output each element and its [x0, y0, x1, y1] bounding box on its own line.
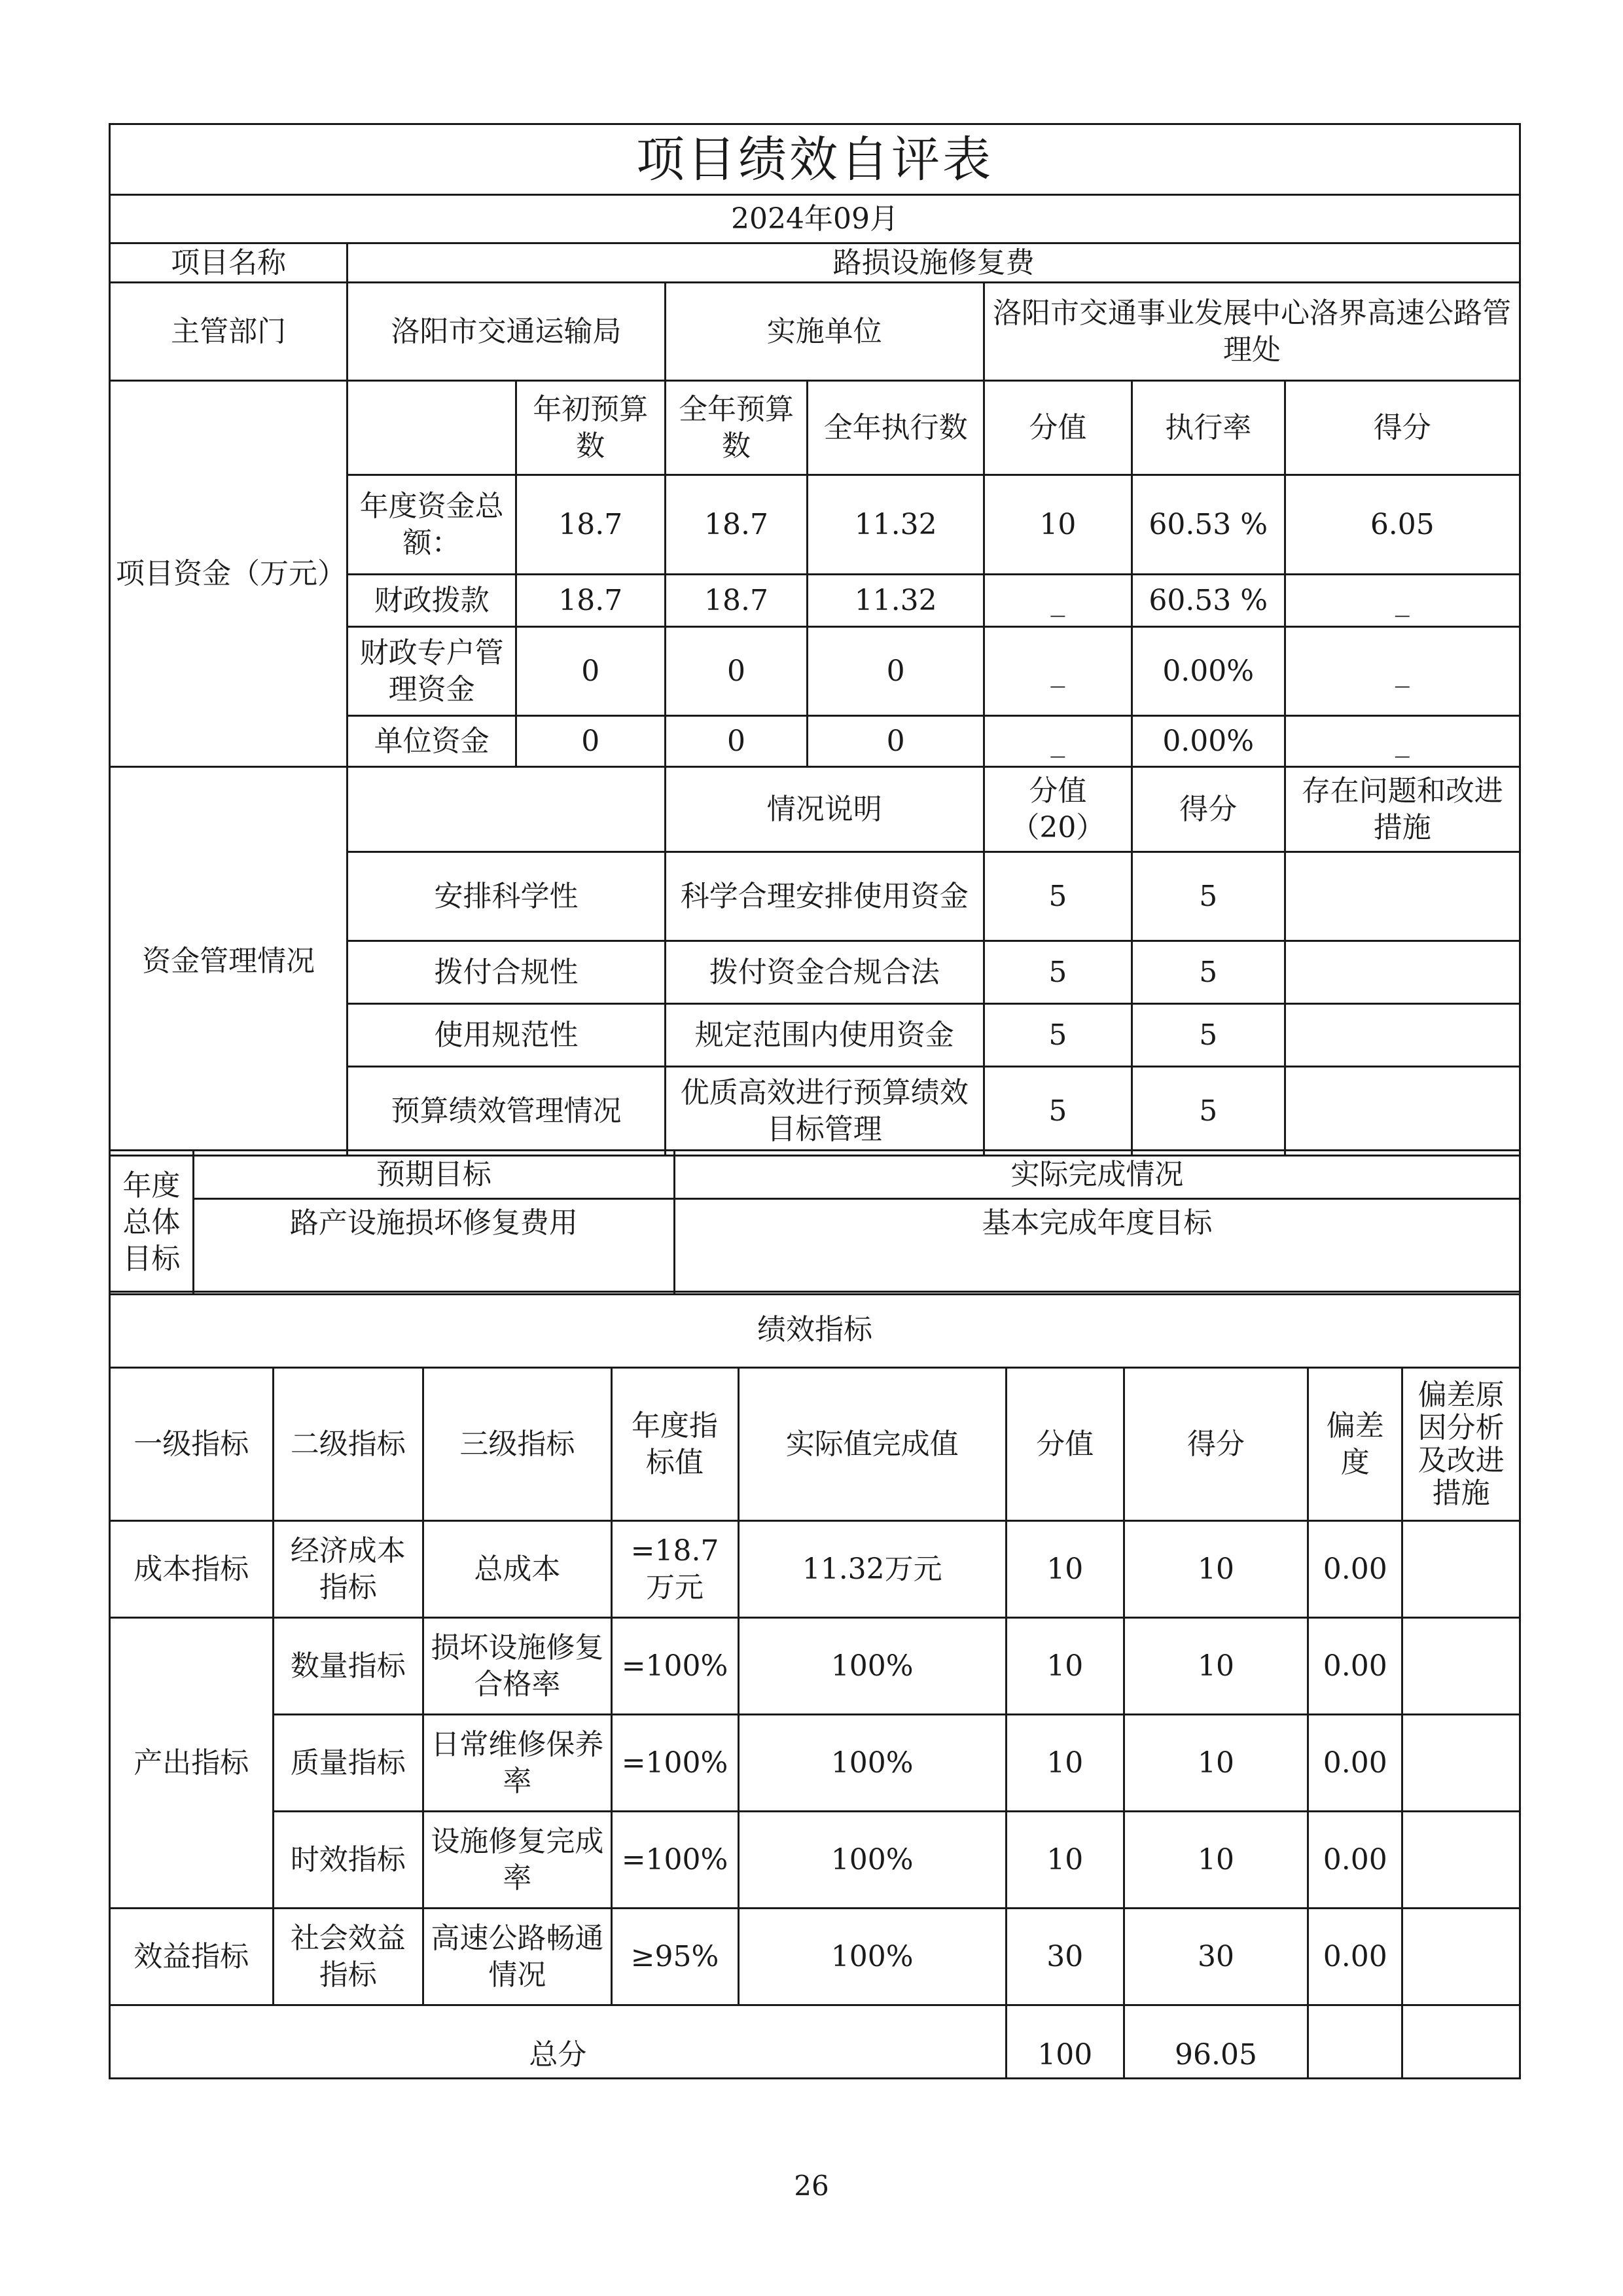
- perf-target: =18.7万元: [611, 1521, 738, 1618]
- perf-l2: 社会效益指标: [273, 1909, 423, 2005]
- mgmt-row-score: 5: [984, 1004, 1132, 1067]
- funds-cell: 18.7: [665, 475, 808, 575]
- funds-cell: _: [1285, 627, 1520, 716]
- table-row: [110, 1521, 1520, 1618]
- funds-cell: 6.05: [1285, 475, 1520, 575]
- perf-header: 年度指标值: [611, 1368, 738, 1521]
- funds-cell: _: [984, 716, 1132, 767]
- funds-cell: 11.32: [808, 575, 984, 627]
- perf-l1: 成本指标: [110, 1521, 274, 1618]
- perf-target: =100%: [611, 1812, 738, 1909]
- impl-unit-label: 实施单位: [665, 283, 984, 381]
- perf-header: 偏差原因分析及改进措施: [1402, 1368, 1520, 1521]
- funds-row-name: 财政专户管理资金: [348, 627, 516, 716]
- mgmt-row-got: 5: [1132, 852, 1285, 941]
- perf-reason: [1402, 1618, 1520, 1715]
- perf-dev: 0.00: [1308, 1521, 1402, 1618]
- perf-actual: 100%: [738, 1618, 1006, 1715]
- funds-cell: 0: [516, 627, 665, 716]
- actual-goal-value: 基本完成年度目标: [674, 1199, 1520, 1295]
- expected-goal-value: 路产设施损坏修复费用: [193, 1199, 674, 1295]
- perf-header: 一级指标: [110, 1368, 274, 1521]
- dept-value: 洛阳市交通运输局: [348, 283, 665, 381]
- funds-header: 年初预算数: [516, 381, 665, 475]
- perf-score: 30: [1006, 1909, 1124, 2005]
- mgmt-header-issue: 存在问题和改进措施: [1285, 767, 1520, 852]
- table-row: [110, 1909, 1520, 2005]
- funds-cell: _: [984, 627, 1132, 716]
- mgmt-row-desc: 规定范围内使用资金: [665, 1004, 984, 1067]
- perf-header: 二级指标: [273, 1368, 423, 1521]
- mgmt-row-issue: [1285, 852, 1520, 941]
- mgmt-row-issue: [1285, 1004, 1520, 1067]
- perf-header: 实际值完成值: [738, 1368, 1006, 1521]
- perf-got: 10: [1124, 1812, 1308, 1909]
- funds-cell: 18.7: [516, 575, 665, 627]
- mgmt-row-score: 5: [984, 852, 1132, 941]
- perf-reason: [1402, 1521, 1520, 1618]
- funds-header: 全年预算数: [665, 381, 808, 475]
- performance-indicators-table: [109, 1291, 1521, 2079]
- perf-score: 10: [1006, 1715, 1124, 1812]
- perf-dev: 0.00: [1308, 1812, 1402, 1909]
- perf-actual: 100%: [738, 1909, 1006, 2005]
- mgmt-label: 资金管理情况: [110, 767, 348, 1156]
- perf-score: 10: [1006, 1521, 1124, 1618]
- mgmt-row-name: 预算绩效管理情况: [348, 1067, 665, 1156]
- total-dev: [1308, 2005, 1402, 2079]
- perf-actual: 100%: [738, 1812, 1006, 1909]
- total-got: 96.05: [1124, 2005, 1308, 2079]
- funds-cell: 18.7: [516, 475, 665, 575]
- project-name-value: 路损设施修复费: [348, 243, 1520, 283]
- funds-cell: _: [1285, 716, 1520, 767]
- funds-cell: _: [984, 575, 1132, 627]
- perf-reason: [1402, 1909, 1520, 2005]
- funds-cell: 0: [665, 716, 808, 767]
- perf-got: 30: [1124, 1909, 1308, 2005]
- table-row: [110, 1812, 1520, 1909]
- perf-dev: 0.00: [1308, 1909, 1402, 2005]
- funds-cell: _: [1285, 575, 1520, 627]
- perf-l2: 经济成本指标: [273, 1521, 423, 1618]
- perf-l2: 时效指标: [273, 1812, 423, 1909]
- mgmt-row-desc: 拨付资金合规合法: [665, 941, 984, 1004]
- perf-score: 10: [1006, 1812, 1124, 1909]
- funds-cell: 0: [516, 716, 665, 767]
- perf-l3: 损坏设施修复合格率: [423, 1618, 611, 1715]
- perf-reason: [1402, 1715, 1520, 1812]
- perf-actual: 100%: [738, 1715, 1006, 1812]
- funds-cell: 0: [808, 716, 984, 767]
- perf-l1: 效益指标: [110, 1909, 274, 2005]
- funds-row-name: 财政拨款: [348, 575, 516, 627]
- table-title: 项目绩效自评表: [110, 124, 1520, 195]
- self-evaluation-table: [109, 123, 1521, 1157]
- funds-cell: 0: [665, 627, 808, 716]
- perf-target: ≥95%: [611, 1909, 738, 2005]
- total-score: 100: [1006, 2005, 1124, 2079]
- funds-cell: 10: [984, 475, 1132, 575]
- funds-cell: 60.53 %: [1132, 575, 1285, 627]
- perf-l1: 产出指标: [110, 1618, 274, 1909]
- dept-label: 主管部门: [110, 283, 348, 381]
- perf-score: 10: [1006, 1618, 1124, 1715]
- mgmt-row-name: 安排科学性: [348, 852, 665, 941]
- funds-cell: 0: [808, 627, 984, 716]
- total-reason: [1402, 2005, 1520, 2079]
- funds-cell: 60.53 %: [1132, 475, 1285, 575]
- perf-l3: 日常维修保养率: [423, 1715, 611, 1812]
- mgmt-header-got: 得分: [1132, 767, 1285, 852]
- mgmt-row-got: 5: [1132, 1067, 1285, 1156]
- perf-dev: 0.00: [1308, 1618, 1402, 1715]
- table-row: [110, 2005, 1520, 2079]
- mgmt-row-name: 拨付合规性: [348, 941, 665, 1004]
- mgmt-header-blank: [348, 767, 665, 852]
- perf-got: 10: [1124, 1521, 1308, 1618]
- perf-header: 偏差度: [1308, 1368, 1402, 1521]
- mgmt-row-issue: [1285, 1067, 1520, 1156]
- mgmt-row-got: 5: [1132, 1004, 1285, 1067]
- perf-dev: 0.00: [1308, 1715, 1402, 1812]
- perf-target: =100%: [611, 1618, 738, 1715]
- funds-header: 分值: [984, 381, 1132, 475]
- funds-header-blank: [348, 381, 516, 475]
- perf-got: 10: [1124, 1715, 1308, 1812]
- funds-cell: 0.00%: [1132, 627, 1285, 716]
- perf-header: 三级指标: [423, 1368, 611, 1521]
- project-name-label: 项目名称: [110, 243, 348, 283]
- actual-goal-label: 实际完成情况: [674, 1151, 1520, 1199]
- mgmt-row-desc: 科学合理安排使用资金: [665, 852, 984, 941]
- mgmt-row-name: 使用规范性: [348, 1004, 665, 1067]
- perf-l2: 质量指标: [273, 1715, 423, 1812]
- mgmt-row-issue: [1285, 941, 1520, 1004]
- funds-header: 得分: [1285, 381, 1520, 475]
- perf-l3: 高速公路畅通情况: [423, 1909, 611, 2005]
- funds-header: 执行率: [1132, 381, 1285, 475]
- mgmt-row-score: 5: [984, 941, 1132, 1004]
- mgmt-row-desc: 优质高效进行预算绩效目标管理: [665, 1067, 984, 1156]
- table-row: [110, 1715, 1520, 1812]
- mgmt-header-desc: 情况说明: [665, 767, 984, 852]
- mgmt-header-score: 分值（20）: [984, 767, 1132, 852]
- funds-cell: 11.32: [808, 475, 984, 575]
- perf-reason: [1402, 1812, 1520, 1909]
- perf-section-title: 绩效指标: [110, 1292, 1520, 1368]
- perf-got: 10: [1124, 1618, 1308, 1715]
- perf-l2: 数量指标: [273, 1618, 423, 1715]
- mgmt-row-score: 5: [984, 1067, 1132, 1156]
- perf-header: 得分: [1124, 1368, 1308, 1521]
- perf-actual: 11.32万元: [738, 1521, 1006, 1618]
- annual-goals-table: [109, 1149, 1521, 1295]
- funds-row-name: 年度资金总额：: [348, 475, 516, 575]
- page-number: 26: [794, 2170, 829, 2202]
- funds-label: 项目资金（万元）: [110, 381, 348, 767]
- table-row: [110, 1618, 1520, 1715]
- report-date: 2024年09月: [110, 195, 1520, 243]
- impl-unit-value: 洛阳市交通事业发展中心洛界高速公路管理处: [984, 283, 1520, 381]
- perf-l3: 设施修复完成率: [423, 1812, 611, 1909]
- perf-target: =100%: [611, 1715, 738, 1812]
- total-label: 总分: [110, 2005, 1007, 2079]
- annual-goals-label: 年度总体目标: [110, 1151, 194, 1295]
- funds-header: 全年执行数: [808, 381, 984, 475]
- funds-row-name: 单位资金: [348, 716, 516, 767]
- perf-l3: 总成本: [423, 1521, 611, 1618]
- funds-cell: 18.7: [665, 575, 808, 627]
- perf-header: 分值: [1006, 1368, 1124, 1521]
- funds-cell: 0.00%: [1132, 716, 1285, 767]
- expected-goal-label: 预期目标: [193, 1151, 674, 1199]
- mgmt-row-got: 5: [1132, 941, 1285, 1004]
